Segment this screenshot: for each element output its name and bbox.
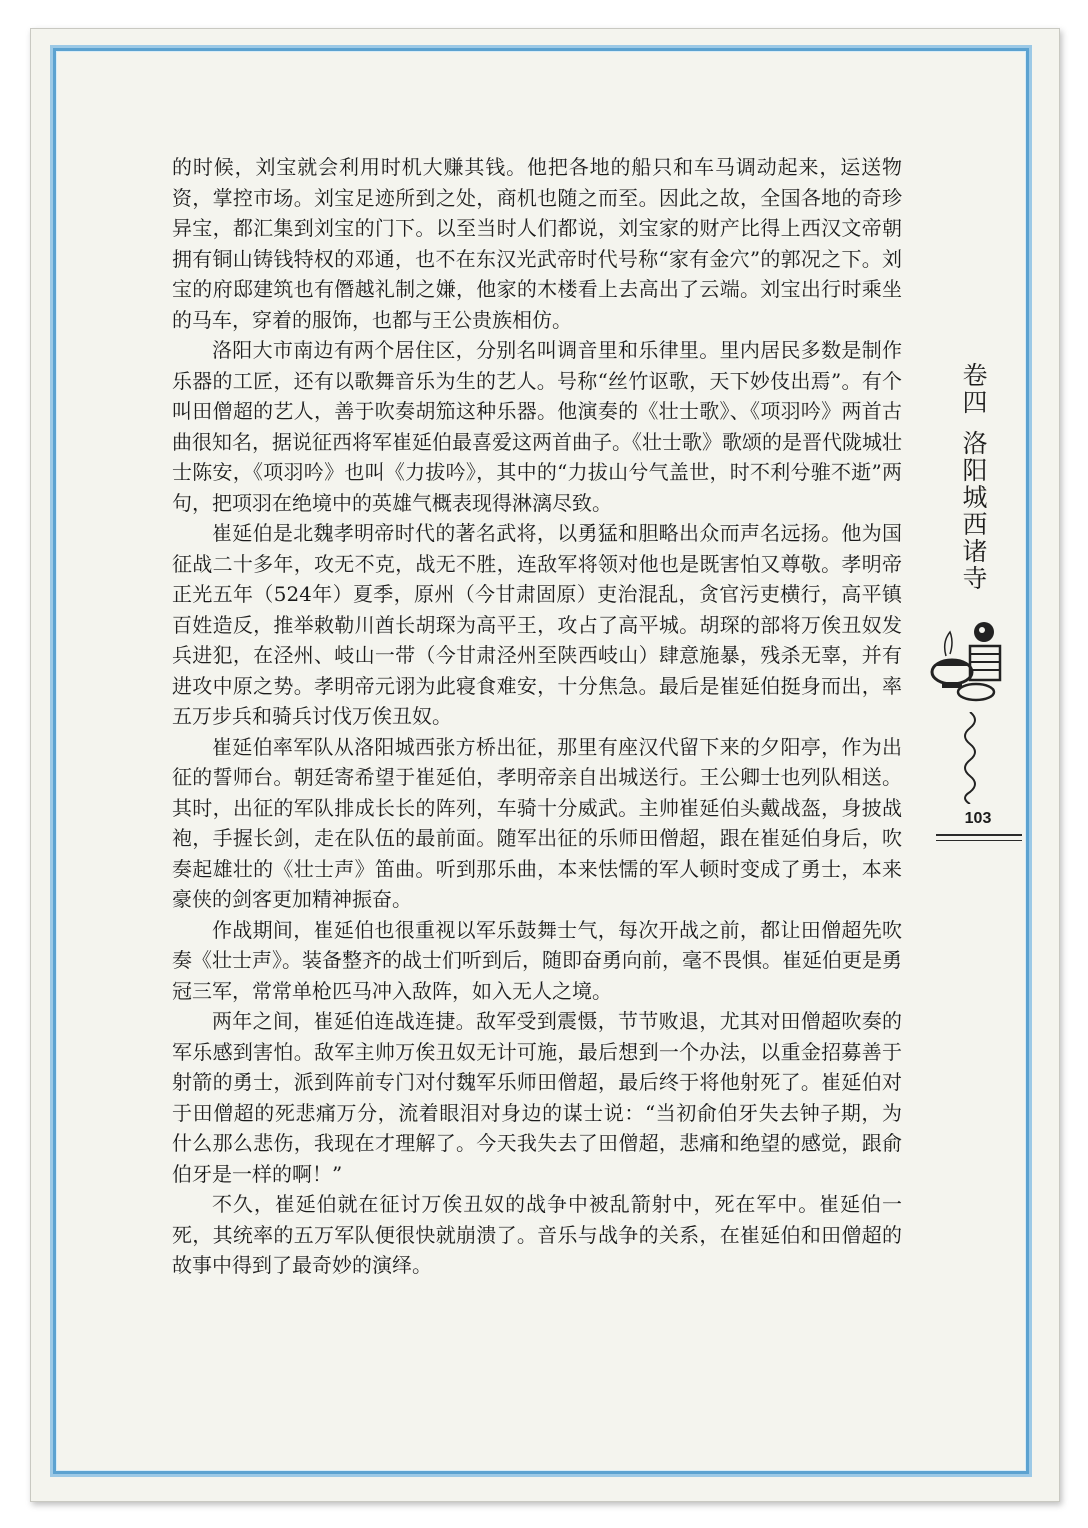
- paragraph-3: 崔延伯是北魏孝明帝时代的著名武将，以勇猛和胆略出众而声名远扬。他为国征战二十多年，攻无不克，战无不胜，连敌军将领对他也是既害怕又尊敬。孝明帝正光五年（524年）夏季，原州（今甘肃固原）吏治混乱，贪官污吏横行，高平镇百姓造反，推举敕勒川酋长胡琛为高平王，攻占了高平城。胡琛的部将万俟丑奴发兵进犯，在泾州、岐山一带（今甘肃泾州至陕西岐山）肆意施暴，残杀无辜，并有进攻中原之势。孝明帝元诩为此寝食难安，十分焦急。最后是崔延伯挺身而出，率五万步兵和骑兵讨伐万俟丑奴。: [172, 521, 902, 728]
- page-number: 103: [964, 810, 992, 827]
- chapter-label: 洛阳城西诸寺: [959, 430, 988, 592]
- wavy-line-icon: [950, 712, 990, 804]
- running-header: [948, 362, 988, 592]
- paragraph-5: 作战期间，崔延伯也很重视以军乐鼓舞士气，每次开战之前，都让田僧超先吹奏《壮士声》。装备整齐的战士们听到后，随即奋勇向前，毫不畏惧。崔延伯更是勇冠三军，常常单枪匹马冲入敌阵，如入无人之境。: [172, 917, 902, 1003]
- incense-burner-vignette-icon: [928, 612, 1012, 704]
- volume-label: 卷四: [959, 362, 988, 416]
- page-number-rule-thin: [936, 840, 1022, 841]
- page-number-rule: [936, 834, 1022, 836]
- paragraph-1: 的时候，刘宝就会利用时机大赚其钱。他把各地的船只和车马调动起来，运送物资，掌控市场。刘宝足迹所到之处，商机也随之而至。因此之故，全国各地的奇珍异宝，都汇集到刘宝的门下。以至当时人们都说，刘宝家的财产比得上西汉文帝朝拥有铜山铸钱特权的邓通，也不在东汉光武帝时代号称“家有金穴”的郭况之下。刘宝的府邸建筑也有僭越礼制之嫌，他家的木楼看上去高出了云端。刘宝出行时乘坐的马车，穿着的服饰，也都与王公贵族相仿。: [172, 155, 902, 332]
- body-text: [172, 152, 902, 1281]
- paragraph-6: 两年之间，崔延伯连战连捷。敌军受到震慑，节节败退，尤其对田僧超吹奏的军乐感到害怕。敌军主帅万俟丑奴无计可施，最后想到一个办法，以重金招募善于射箭的勇士，派到阵前专门对付魏军乐师田僧超，最后终于将他射死了。崔延伯对于田僧超的死悲痛万分，流着眼泪对身边的谋士说：“当初俞伯牙失去钟子期，为什么那么悲伤，我现在才理解了。今天我失去了田僧超，悲痛和绝望的感觉，跟俞伯牙是一样的啊！”: [172, 1009, 902, 1186]
- paragraph-4: 崔延伯率军队从洛阳城西张方桥出征，那里有座汉代留下来的夕阳亭，作为出征的誓师台。朝廷寄希望于崔延伯，孝明帝亲自出城送行。王公卿士也列队相送。其时，出征的军队排成长长的阵列，车骑十分威武。主帅崔延伯头戴战盔，身披战袍，手握长剑，走在队伍的最前面。随军出征的乐师田僧超，跟在崔延伯身后，吹奏起雄壮的《壮士声》笛曲。听到那乐曲，本来怯懦的军人顿时变成了勇士，本来豪侠的剑客更加精神振奋。: [172, 734, 902, 911]
- paragraph-2: 洛阳大市南边有两个居住区，分别名叫调音里和乐律里。里内居民多数是制作乐器的工匠，还有以歌舞音乐为生的艺人。号称“丝竹讴歌，天下妙伎出焉”。有个叫田僧超的艺人，善于吹奏胡笳这种乐器。他演奏的《壮士歌》、《项羽吟》两首古曲很知名，据说征西将军崔延伯最喜爱这两首曲子。《壮士歌》歌颂的是晋代陇城壮士陈安，《项羽吟》也叫《力拔吟》，其中的“力拔山兮气盖世，时不利兮骓不逝”两句，把项羽在绝境中的英雄气概表现得淋漓尽致。: [172, 338, 902, 515]
- paragraph-7: 不久，崔延伯就在征讨万俟丑奴的战争中被乱箭射中，死在军中。崔延伯一死，其统率的五万军队便很快就崩溃了。音乐与战争的关系，在崔延伯和田僧超的故事中得到了最奇妙的演绎。: [172, 1192, 902, 1277]
